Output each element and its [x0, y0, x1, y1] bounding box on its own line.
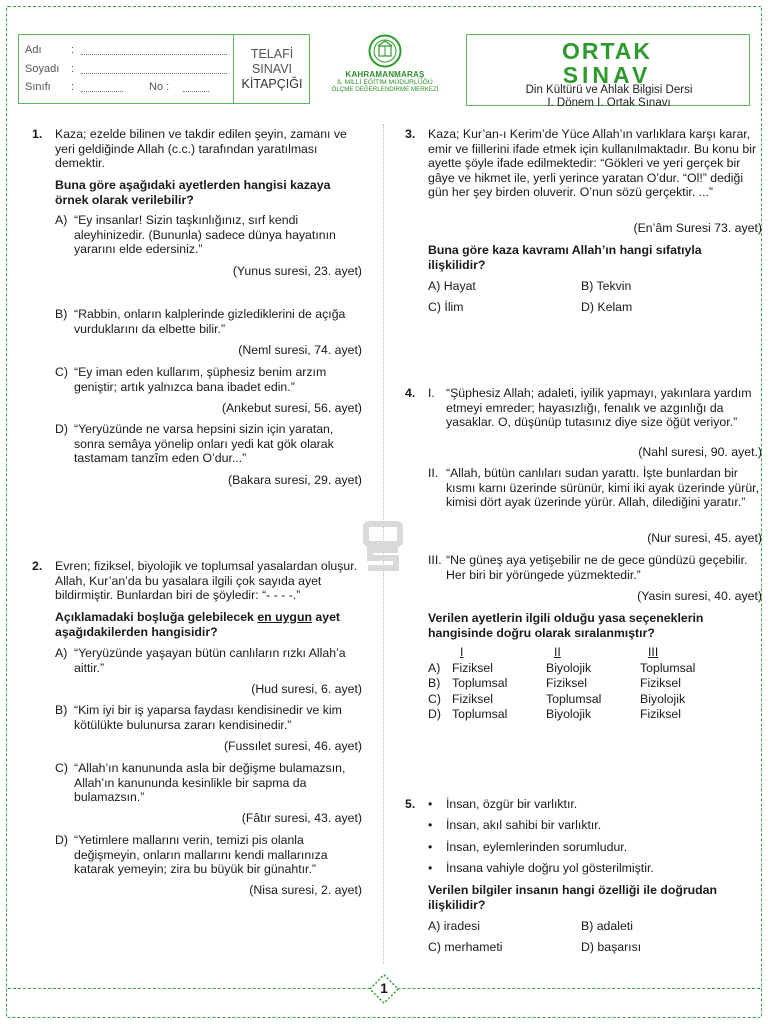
question-source: (En’âm Suresi 73. ayet) — [633, 221, 762, 235]
option-text: başarısı — [597, 940, 642, 954]
brand-word-2: SINAV — [562, 62, 652, 88]
option-a-letter[interactable]: A) — [55, 646, 68, 660]
booklet-line-3: KİTAPÇIĞI — [241, 76, 303, 91]
bullet-item: İnsan, özgür bir varlıktır. — [446, 797, 578, 811]
option-letter: D) — [581, 300, 594, 314]
option-c[interactable] — [428, 940, 503, 955]
page-number: 1 — [380, 980, 388, 996]
surname-field[interactable] — [25, 60, 233, 79]
item-text: “Ne güneş aya yetişebilir ne de gece gündüzü geçebilir. Her biri bir yörüngede yüzmektedir.” — [446, 553, 748, 582]
option-c-text[interactable]: “Allah’ın kanununda asla bir değişme bulamazsın, Allah’ın kanununda kesinlikle bir sapma da bulamazsın.” — [74, 761, 346, 804]
colon: : — [71, 44, 75, 57]
row-letter: B) — [428, 676, 441, 690]
bullet-icon: • — [428, 797, 433, 811]
item-source: (Yasin suresi, 40. ayet) — [637, 589, 762, 603]
option-a-text[interactable]: “Ey insanlar! Sizin taşkınlığınız, sırf kendi aleyhinizedir. (Bununla) sadece dünya hayatının yararını elde edersiniz.” — [74, 213, 336, 256]
meb-emblem-icon — [368, 34, 402, 68]
booklet-line-1: TELAFİ — [250, 46, 294, 61]
booklet-line-2: SINAVI — [251, 61, 293, 76]
option-letter: D) — [581, 940, 594, 954]
option-c-source: (Ankebut suresi, 56. ayet) — [221, 401, 362, 415]
table-row[interactable] — [428, 661, 730, 677]
table-cell: Biyolojik — [546, 660, 592, 675]
option-letter: A) — [428, 919, 441, 933]
exam-subtitle — [467, 84, 751, 109]
question-number: 4. — [405, 386, 416, 400]
colon: : — [71, 81, 75, 94]
answer-table — [428, 645, 730, 723]
option-d-letter[interactable]: D) — [55, 833, 68, 847]
table-cell: Fiziksel — [452, 660, 493, 675]
institution-line-1: KAHRAMANMARAŞ — [345, 70, 425, 79]
item-roman: I. — [428, 386, 435, 400]
table-row[interactable] — [428, 692, 730, 708]
class-label: Sınıfı — [25, 81, 51, 94]
option-c[interactable] — [428, 300, 464, 315]
question-stem: Kaza; Kur’an-ı Kerim’de Yüce Allah’ın varlıklara karşı karar, emir ve fiillerini ifade etmek için kullanılmaktadır. Bu konu bir ayette şöyle ifade edilmektedir: “Gökleri ve yeri gerçek bir gâye ve hikmet ile, yerli yerince yaratan O’dur. “Ol!” dediği gün her şey birden oluverir. O’nun sözü gerçektir. ...” — [428, 127, 757, 199]
brand-word-1: ORTAK — [561, 38, 653, 64]
name-field[interactable] — [25, 41, 233, 60]
option-c-text[interactable]: “Ey iman eden kullarım, şüphesiz benim arzım geniştir; artık yalnızca bana ibadet edin.” — [74, 365, 327, 394]
option-b-source: (Fussılet suresi, 46. ayet) — [223, 739, 362, 753]
row-letter: D) — [428, 707, 441, 721]
surname-label: Soyadı — [25, 62, 60, 75]
header-cell: III — [648, 645, 659, 659]
question-stem: Evren; fiziksel, biyolojik ve toplumsal yasalardan oluşur. Allah, Kur’an’da bu yasalara ilgili çok sayıda ayet bildirmiştir. Bunlardan biri de şöyledir: “- - - -.” — [55, 559, 358, 602]
table-cell: Toplumsal — [640, 660, 696, 675]
option-b-letter[interactable]: B) — [55, 307, 68, 321]
option-c-source: (Fâtır suresi, 43. ayet) — [241, 811, 362, 825]
option-a-letter[interactable]: A) — [55, 213, 68, 227]
item-roman: II. — [428, 466, 439, 480]
institution-logo — [326, 34, 444, 110]
option-text: Tekvin — [596, 279, 632, 293]
bullet-icon: • — [428, 818, 433, 832]
table-cell: Toplumsal — [452, 707, 508, 721]
option-text: Kelam — [597, 300, 633, 314]
option-d-source: (Bakara suresi, 29. ayet) — [228, 473, 362, 487]
option-c-letter[interactable]: C) — [55, 761, 68, 775]
item-source: (Nur suresi, 45. ayet) — [647, 531, 762, 545]
prompt-part: ayet aşağıdakilerden hangisidir? — [55, 610, 340, 639]
bullet-item: İnsan, akıl sahibi bir varlıktır. — [446, 818, 602, 832]
no-dots — [183, 82, 209, 92]
prompt-part: Açıklamadaki boşluğa gelebilecek — [55, 610, 258, 624]
institution-line-3: ÖLÇME DEĞERLENDİRME MERKEZİ — [331, 86, 439, 93]
option-d[interactable] — [581, 940, 641, 955]
option-d-text[interactable]: “Yetimlere mallarını verin, temizi pis olanla değişmeyin, onların mallarını kendi mallarınıza katarak yemeyin; zira bu büyük bir günahtır.” — [74, 833, 328, 876]
option-c-letter[interactable]: C) — [55, 365, 68, 379]
option-text: adaleti — [596, 919, 633, 933]
question-stem: Kaza; ezelde bilinen ve takdir edilen şeyin, zamanı ve yeri geldiğinde Allah (c.c.) tarafından yaratılması demektir. — [55, 127, 347, 170]
table-cell: Toplumsal — [452, 676, 508, 690]
exam-brand-box — [466, 34, 750, 109]
option-d-text[interactable]: “Yeryüzünde ne varsa hepsini sizin için yaratan, sonra semâya yönelip onları yedi kat gök olarak tastamam tanzîm eden O’dur...” — [74, 422, 334, 465]
table-cell: Fiziksel — [452, 691, 493, 706]
option-d[interactable] — [581, 300, 632, 315]
row-letter: A) — [428, 660, 441, 675]
row-letter: C) — [428, 691, 441, 706]
header-cell: I — [460, 645, 464, 659]
institution-line-2: İL MİLLİ EĞİTİM MÜDÜRLÜĞÜ — [337, 79, 433, 86]
option-text: merhameti — [444, 940, 503, 954]
item-text: “Şüphesiz Allah; adaleti, iyilik yapmayı, yakınlara yardım etmeyi emreder; hayasızlığı, fenalık ve azgınlığı da yasaklar. O, düşünüp tutasınız diye size öğüt veriyor.” — [446, 386, 752, 429]
table-header-row — [428, 645, 730, 661]
option-b[interactable] — [581, 919, 633, 934]
item-source: (Nahl suresi, 90. ayet.) — [638, 445, 762, 459]
exam-term: I. Dönem I. Ortak Sınavı — [547, 96, 671, 109]
name-label: Adı — [25, 44, 42, 57]
option-b-letter[interactable]: B) — [55, 703, 68, 717]
option-a[interactable] — [428, 279, 476, 294]
watermark-logo-icon — [362, 520, 404, 572]
option-letter: B) — [581, 279, 594, 293]
page-number-badge — [368, 973, 400, 1005]
table-cell: Biyolojik — [640, 691, 686, 706]
name-dots — [81, 45, 227, 55]
booklet-label — [234, 35, 310, 103]
option-text: Hayat — [443, 279, 476, 293]
option-letter: C) — [428, 300, 441, 314]
bullet-item: İnsan, eylemlerinden sorumludur. — [446, 840, 628, 854]
class-field[interactable] — [25, 78, 233, 97]
option-text: İlim — [444, 300, 464, 314]
table-cell: Fiziksel — [640, 676, 681, 690]
option-a-text[interactable]: “Yeryüzünde yaşayan bütün canlıların rızkı Allah’a aittir.” — [74, 646, 346, 675]
bullet-icon: • — [428, 840, 433, 854]
student-info-box — [18, 34, 310, 104]
header-cell: II — [554, 645, 561, 659]
option-letter: A) — [428, 279, 441, 293]
item-roman: III. — [428, 553, 442, 567]
option-a-source: (Yunus suresi, 23. ayet) — [232, 264, 362, 278]
question-prompt: Verilen ayetlerin ilgili olduğu yasa seçeneklerin hangisinde doğru olarak sıralanmıştır? — [428, 611, 704, 640]
question-prompt — [55, 610, 363, 639]
table-row[interactable] — [428, 707, 730, 723]
colon: : — [71, 62, 75, 75]
bullet-icon: • — [428, 861, 433, 875]
option-b[interactable] — [581, 279, 631, 294]
class-dots — [81, 82, 123, 92]
prompt-emphasis: en uygun — [257, 610, 312, 624]
question-prompt: Buna göre aşağıdaki ayetlerden hangisi kazaya örnek olarak verilebilir? — [55, 178, 331, 207]
option-text: iradesi — [443, 919, 480, 933]
item-text: “Allah, bütün canlıları sudan yarattı. İşte bunlardan bir kısmı karnı üzerinde sürünür, kimi iki ayak üzerinde yürür, kimisi dört ayak üzerinde yürür. Allah, dilediğini yaratır.” — [446, 466, 760, 509]
option-a-source: (Hud suresi, 6. ayet) — [251, 682, 362, 696]
ortak-sinav-logo — [537, 37, 677, 89]
option-b-source: (Neml suresi, 74. ayet) — [238, 343, 362, 357]
exam-title: Din Kültürü ve Ahlak Bilgisi Dersi — [525, 84, 693, 96]
question-number: 5. — [405, 797, 416, 811]
no-label: No : — [149, 81, 170, 94]
table-cell: Fiziksel — [640, 707, 681, 721]
question-prompt: Buna göre kaza kavramı Allah’ın hangi sıfatıyla ilişkilidir? — [428, 243, 702, 272]
table-cell: Biyolojik — [546, 707, 592, 721]
option-b-text[interactable]: “Rabbin, onların kalplerinde gizlediklerini de açığa vurduklarını da elbette bilir.” — [74, 307, 346, 336]
option-letter: C) — [428, 940, 441, 954]
question-prompt: Verilen bilgiler insanın hangi özelliği ile doğrudan ilişkilidir? — [428, 883, 718, 912]
option-letter: B) — [581, 919, 594, 933]
student-fields — [19, 35, 234, 103]
option-d-source: (Nisa suresi, 2. ayet) — [249, 883, 362, 897]
table-cell: Fiziksel — [546, 676, 587, 690]
question-number: 1. — [32, 127, 43, 141]
surname-dots — [81, 64, 227, 74]
question-number: 2. — [32, 559, 43, 573]
option-a[interactable] — [428, 919, 480, 934]
bullet-item: İnsana vahiyle doğru yol gösterilmiştir. — [446, 861, 654, 875]
table-row[interactable] — [428, 676, 730, 692]
table-cell: Toplumsal — [546, 691, 602, 706]
option-d-letter[interactable]: D) — [55, 422, 68, 436]
option-b-text[interactable]: “Kim iyi bir iş yaparsa faydası kendisinedir ve kim kötülükte bulunursa zararı kendisinedir.” — [74, 703, 342, 732]
question-number: 3. — [405, 127, 416, 141]
